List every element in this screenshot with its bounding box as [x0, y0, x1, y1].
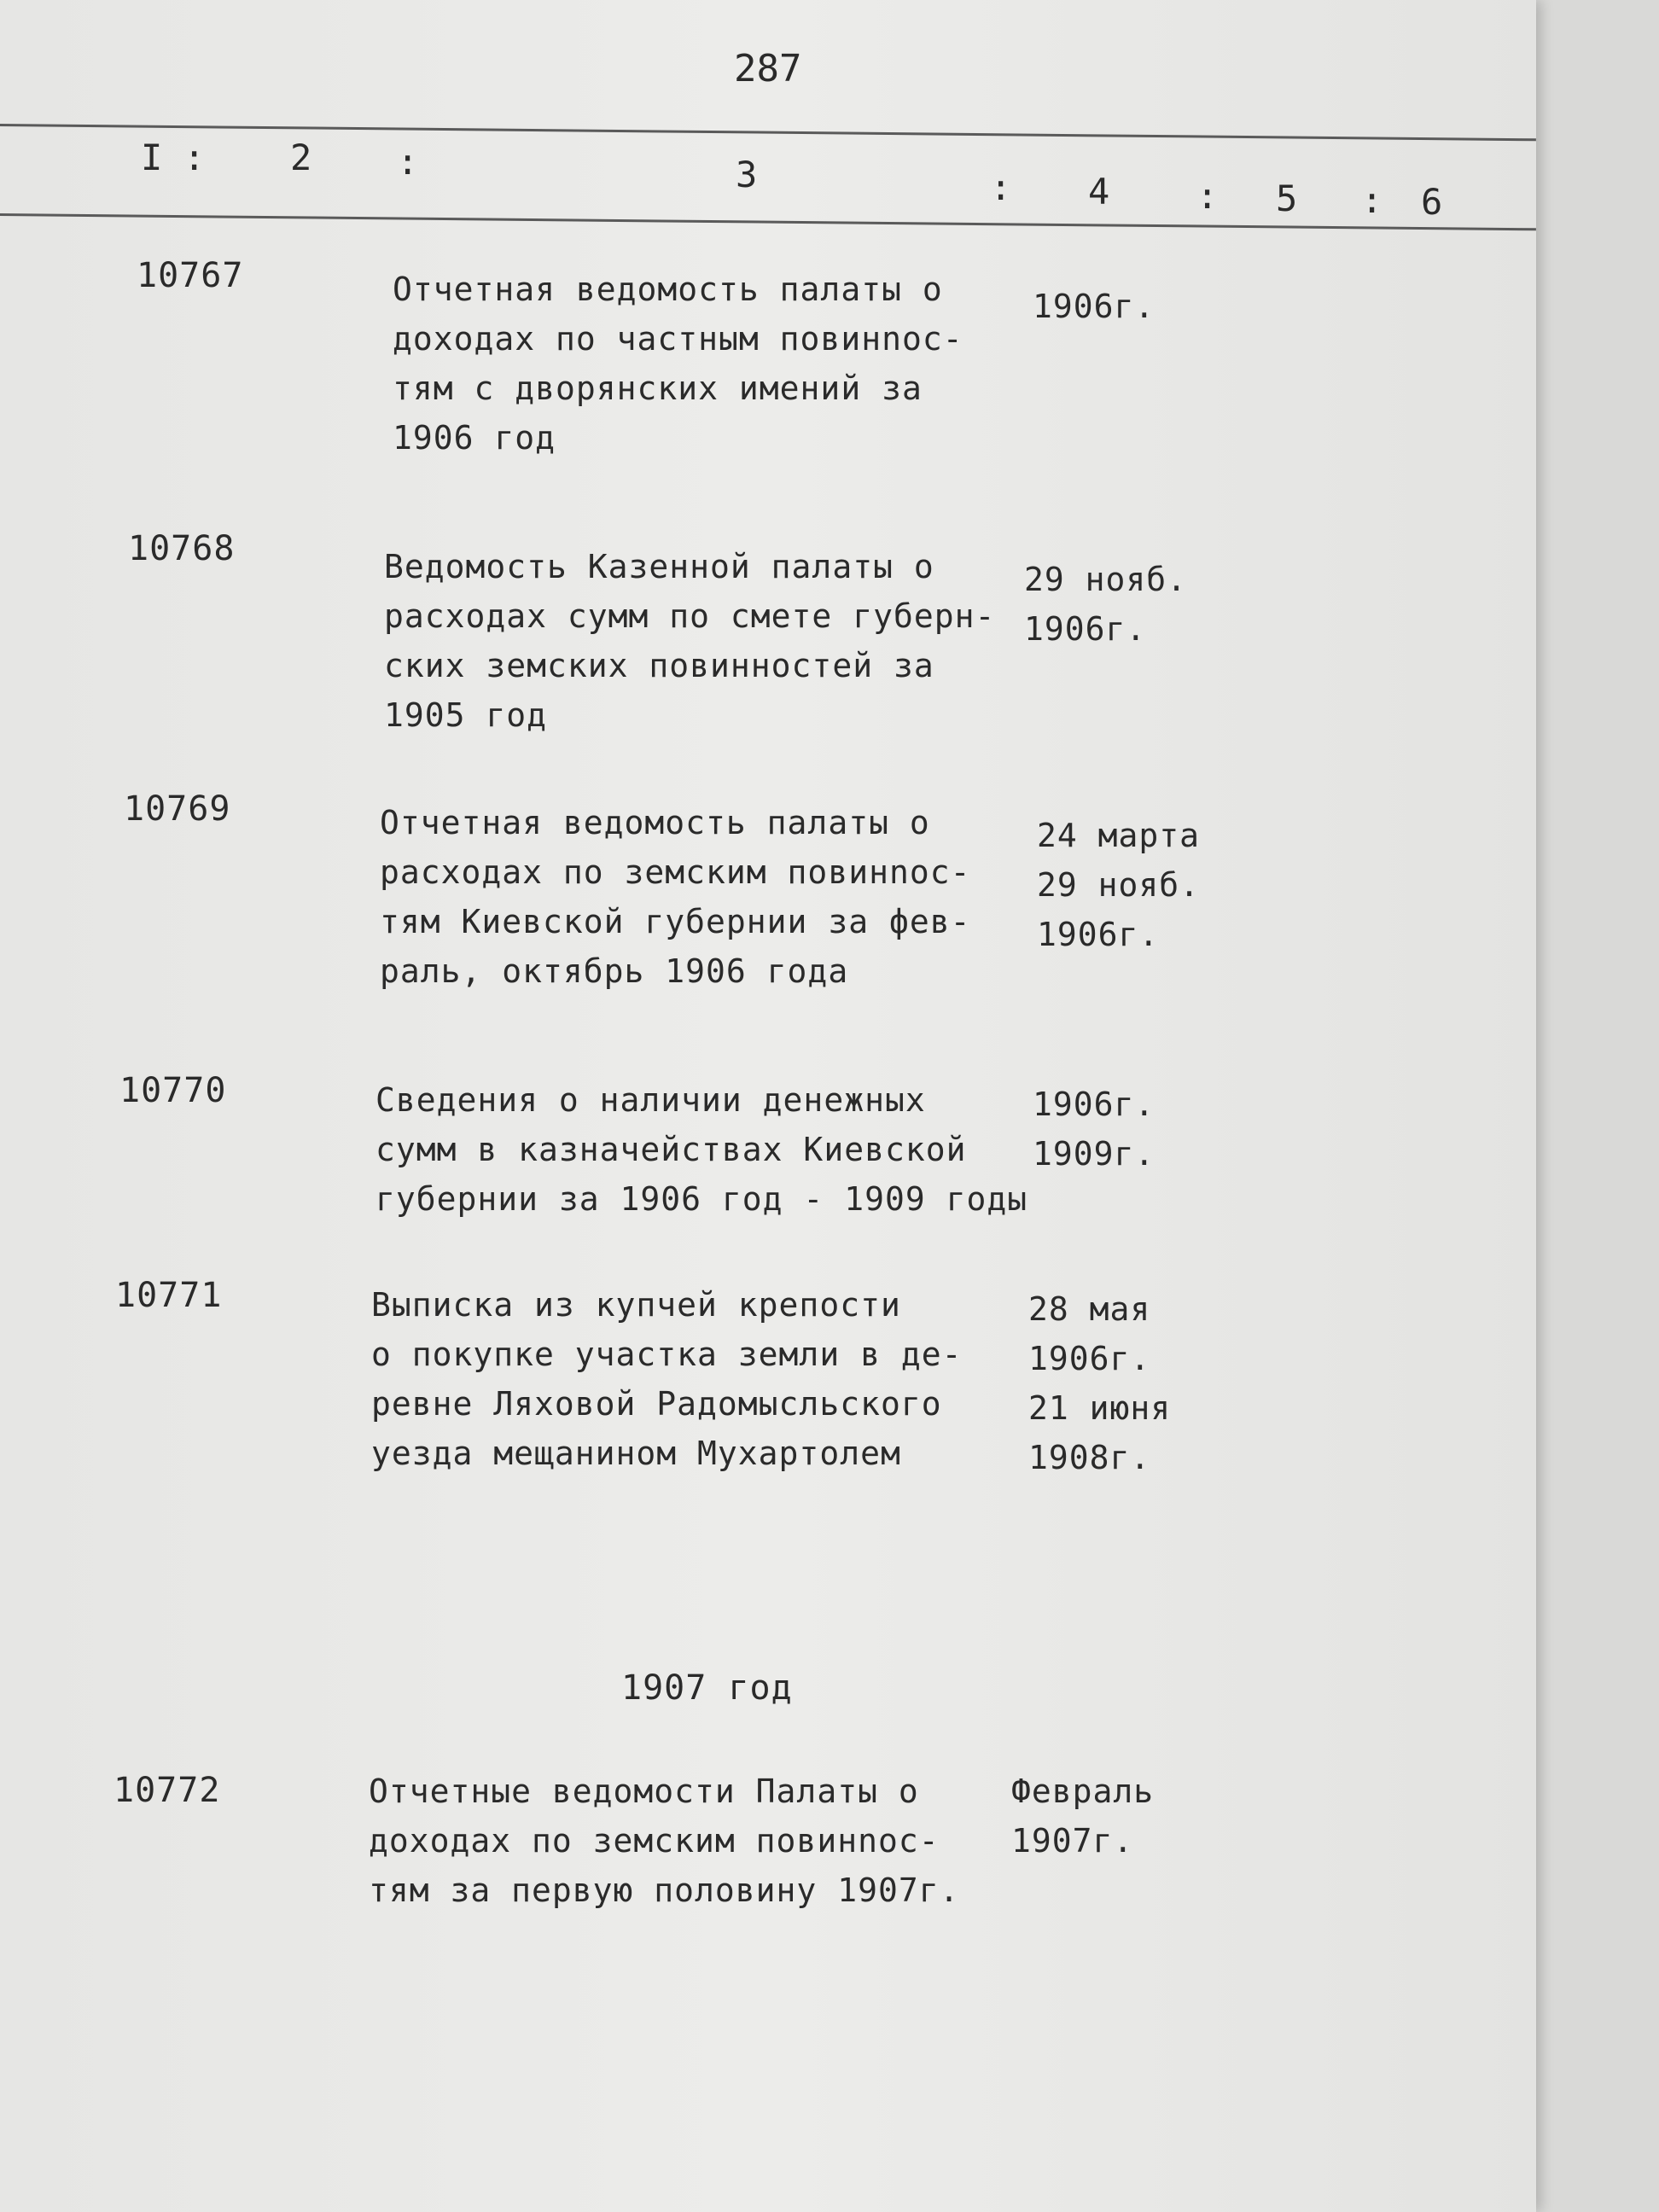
section-heading: 1907 год — [621, 1668, 793, 1708]
header-col-6: 6 — [1421, 181, 1443, 223]
entry-title: Отчетная ведомость палаты о расходах по земским повинnос- тям Киевской губернии за фев- раль, октябрь 1906 года — [380, 804, 971, 990]
entry-number: 10770 — [119, 1071, 227, 1110]
entry-number: 10767 — [137, 256, 244, 295]
entry-title: Отчетная ведомость палаты о доходах по частным повинnос- тям с дворянских имений за 1906 год — [393, 271, 963, 457]
header-separator: : — [397, 141, 419, 183]
entry-date: 24 марта 29 нояб. 1906г. — [1037, 817, 1201, 953]
header-col-2: 2 — [290, 137, 312, 178]
entry-title: Сведения о наличии денежных сумм в казначействах Киевской губернии за 1906 год - 1909 годы — [375, 1081, 1028, 1218]
header-col-4: 4 — [1088, 171, 1110, 212]
entry-number: 10769 — [124, 789, 231, 829]
entry-date: 28 мая 1906г. 21 июня 1908г. — [1028, 1290, 1172, 1476]
header-separator: : — [990, 166, 1012, 208]
entry-date: 1906г. 1909г. — [1033, 1086, 1155, 1173]
entry-date: Февраль 1907г. — [1011, 1773, 1155, 1860]
entry-title: Выписка из купчей крепости о покупке участка земли в де- ревне Ляховой Радомысльского уезда мещанином Мухартолем — [371, 1286, 963, 1472]
header-col-1: I — [141, 137, 163, 178]
header-top-rule — [0, 124, 1536, 141]
entry-date: 1906г. — [1033, 288, 1155, 325]
entry-number: 10768 — [128, 529, 236, 568]
entry-date: 29 нояб. 1906г. — [1024, 561, 1188, 648]
header-separator: : — [1361, 179, 1383, 221]
entry-title: Ведомость Казенной палаты о расходах сумм по смете губерн- ских земских повинностей за 1905 год — [384, 548, 996, 734]
entry-number: 10771 — [115, 1276, 223, 1315]
header-separator: : — [183, 137, 206, 178]
page-number: 287 — [734, 47, 802, 90]
entry-title: Отчетные ведомости Палаты о доходах по земским повинnос- тям за первую половину 1907г. — [369, 1773, 960, 1909]
header-col-5: 5 — [1276, 178, 1298, 219]
header-separator: : — [1196, 175, 1219, 217]
header-col-3: 3 — [736, 154, 758, 195]
header-bottom-rule — [0, 213, 1536, 230]
entry-number: 10772 — [114, 1771, 221, 1810]
